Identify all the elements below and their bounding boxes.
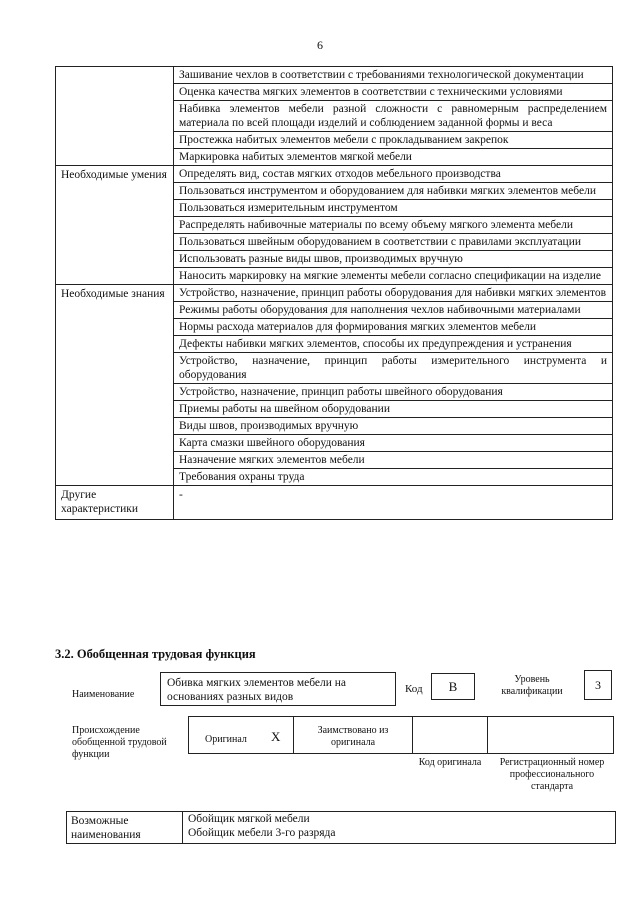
table-row: Требования охраны труда bbox=[174, 468, 612, 485]
code-label: Код bbox=[405, 683, 423, 695]
table-row: Распределять набивочные материалы по всему объему мягкого элемента мебели bbox=[174, 216, 612, 233]
table-row: Устройство, назначение, принцип работы измерительного инструмента и оборудования bbox=[174, 352, 612, 383]
code-value: B bbox=[431, 673, 475, 700]
table-row: Пользоваться измерительным инструментом bbox=[174, 199, 612, 216]
table-row: Определять вид, состав мягких отходов мебельного производства bbox=[179, 168, 501, 180]
other-value: - bbox=[179, 489, 183, 501]
table-row: Наносить маркировку на мягкие элементы мебели согласно спецификации на изделие bbox=[174, 267, 612, 284]
knowledge-label: Необходимые знания bbox=[56, 285, 174, 485]
table-row: Режимы работы оборудования для наполнения чехлов набивочными материалами bbox=[174, 301, 612, 318]
table-row: Пользоваться инструментом и оборудованием для набивки мягких элементов мебели bbox=[174, 182, 612, 199]
origin-label: Происхождение обобщенной трудовой функции bbox=[72, 725, 167, 760]
table-row: Дефекты набивки мягких элементов, способы их предупреждения и устранения bbox=[174, 335, 612, 352]
table-row: Устройство, назначение, принцип работы швейного оборудования bbox=[174, 383, 612, 400]
table-row: Назначение мягких элементов мебели bbox=[174, 451, 612, 468]
knowledge-group bbox=[56, 284, 612, 485]
original-mark: X bbox=[271, 729, 281, 744]
list-item: Обойщик мебели 3-го разряда bbox=[188, 827, 336, 839]
reg-number-label: Регистрационный номер профессионального стандарта bbox=[499, 757, 605, 792]
possible-names-table bbox=[66, 811, 616, 844]
table-row: Карта смазки швейного оборудования bbox=[174, 434, 612, 451]
table-row: Устройство, назначение, принцип работы оборудования для набивки мягких элементов bbox=[179, 287, 607, 299]
name-label: Наименование bbox=[72, 689, 135, 700]
other-group bbox=[56, 485, 612, 519]
table-row: Оценка качества мягких элементов в соответствии с техническими условиями bbox=[174, 83, 612, 100]
table-row: Набивка элементов мебели разной сложности с равномерным распределением материала по всей площади изделий и соблюдением заданной формы и веса bbox=[174, 100, 612, 131]
table-row: Нормы расхода материалов для формирования мягких элементов мебели bbox=[174, 318, 612, 335]
level-value: 3 bbox=[584, 670, 612, 700]
code-original-cell bbox=[412, 716, 488, 754]
table-row: Виды швов, производимых вручную bbox=[174, 417, 612, 434]
skills-label: Необходимые умения bbox=[56, 166, 174, 284]
actions-group bbox=[56, 67, 612, 165]
list-item: Обойщик мягкой мебели bbox=[188, 813, 310, 825]
original-label: Оригинал bbox=[205, 734, 247, 745]
possible-names-label: Возможные наименования bbox=[67, 812, 183, 843]
borrowed-label: Заимствовано из оригинала bbox=[317, 725, 389, 748]
table-row: Зашивание чехлов в соответствии с требованиями технологической документации bbox=[179, 69, 584, 81]
table-row: Маркировка набитых элементов мягкой мебели bbox=[174, 148, 612, 165]
skills-group bbox=[56, 165, 612, 284]
table-row: Использовать разные виды швов, производимых вручную bbox=[174, 250, 612, 267]
function-name-value: Обивка мягких элементов мебели на основаниях разных видов bbox=[160, 672, 396, 706]
code-original-label: Код оригинала bbox=[418, 757, 482, 768]
table-row: Приемы работы на швейном оборудовании bbox=[174, 400, 612, 417]
other-label: Другие характеристики bbox=[56, 486, 174, 519]
actions-label bbox=[56, 67, 174, 165]
level-label: Уровень квалификации bbox=[501, 674, 563, 697]
competency-table bbox=[55, 66, 613, 520]
section-title: 3.2. Обобщенная трудовая функция bbox=[55, 647, 256, 661]
page-number: 6 bbox=[317, 38, 323, 52]
table-row: Пользоваться швейным оборудованием в соответствии с правилами эксплуатации bbox=[174, 233, 612, 250]
table-row: Простежка набитых элементов мебели с прокладыванием закрепок bbox=[174, 131, 612, 148]
